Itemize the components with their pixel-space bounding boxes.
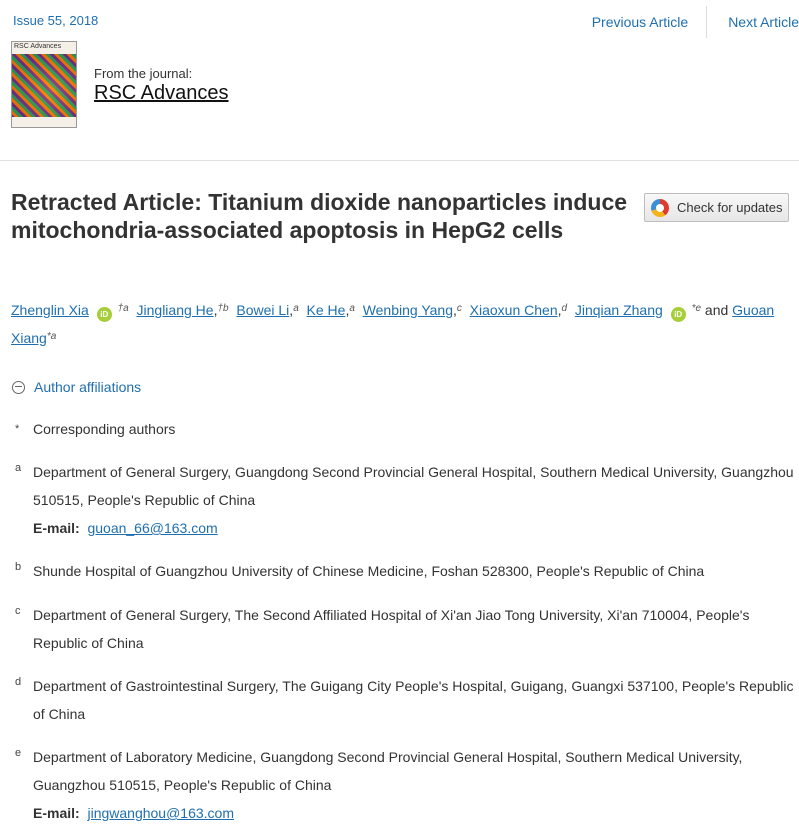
- author-link[interactable]: Zhenglin Xia: [11, 302, 89, 318]
- affiliation-mark: b: [15, 561, 22, 573]
- affiliation-text: Corresponding authors: [33, 421, 176, 437]
- affiliation-text: Department of Laboratory Medicine, Guangdong Second Provincial General Hospital, Southern Medical University, Guangzhou 510515, People's Republic of China: [33, 749, 743, 793]
- affiliation-mark: d: [15, 676, 22, 688]
- author-superscript: *a: [46, 331, 57, 342]
- affiliation-text: Shunde Hospital of Guangzhou University of Chinese Medicine, Foshan 528300, People's Republic of China: [33, 563, 705, 579]
- email-label: E-mail:: [33, 520, 80, 536]
- author-list: Zhenglin Xia iD $^{\dagger a}$ Jingliang He,$^{\dagger b}$ Bowei Li,$^a$ Ke He,$^a$ Wenbing Yang,$^c$ Xiaoxun Chen,$^d$ Jinqian Zhang iD $^{*e}$ and Guoan Xiang$^{*a}$: [11, 302, 775, 346]
- collapse-minus-icon: [12, 381, 25, 394]
- email-link[interactable]: guoan_66@163.com: [87, 520, 218, 536]
- issue-link[interactable]: Issue 55, 2018: [13, 13, 99, 28]
- author-superscript: †a: [117, 303, 129, 314]
- article-title: Retracted Article: Titanium dioxide nanoparticles induce mitochondria-associated apoptosis in HepG2 cells: [11, 189, 628, 243]
- header-divider: [0, 160, 799, 161]
- affiliation-mark: *: [15, 423, 20, 435]
- journal-from-label: From the journal:: [94, 66, 193, 81]
- author-superscript: *e: [691, 303, 702, 314]
- author-link[interactable]: Jinqian Zhang: [574, 302, 663, 318]
- check-for-updates-label: Check for updates: [677, 200, 783, 215]
- author-link[interactable]: Wenbing Yang: [362, 302, 453, 318]
- crossmark-icon: [651, 199, 669, 217]
- affiliation-mark: c: [15, 605, 21, 617]
- author-link[interactable]: Jingliang He: [136, 302, 214, 318]
- journal-name-link[interactable]: RSC Advances: [94, 82, 229, 104]
- author-superscript: a: [293, 303, 299, 314]
- cover-footer: [12, 117, 76, 127]
- journal-cover-image[interactable]: [11, 41, 77, 128]
- orcid-icon[interactable]: iD: [97, 307, 112, 322]
- previous-article-link[interactable]: Previous Article: [591, 14, 689, 30]
- authors-and: and: [704, 302, 729, 318]
- author-superscript: a: [349, 303, 355, 314]
- cover-title: RSC Advances: [12, 42, 76, 54]
- author-superscript: d: [561, 303, 568, 314]
- author-superscript: c: [456, 303, 462, 314]
- affiliation-text: Department of Gastrointestinal Surgery, The Guigang City People's Hospital, Guigang, Guangxi 537100, People's Republic of China: [33, 678, 794, 722]
- author-superscript: †b: [217, 303, 229, 314]
- affiliation-text: Department of General Surgery, The Second Affiliated Hospital of Xi'an Jiao Tong University, Xi'an 710004, People's Republic of China: [33, 607, 750, 651]
- next-article-link[interactable]: Next Article: [728, 14, 799, 30]
- author-link[interactable]: Guoan Xiang: [11, 302, 775, 346]
- email-label: E-mail:: [33, 805, 80, 821]
- article-nav: [592, 6, 799, 38]
- affiliation-mark: e: [15, 747, 22, 759]
- author-link[interactable]: Ke He: [306, 302, 346, 318]
- author-affiliations-toggle[interactable]: [12, 379, 141, 395]
- affiliation-text: Department of General Surgery, Guangdong Second Provincial General Hospital, Southern Medical University, Guangzhou 510515, People's Republic of China: [33, 464, 794, 508]
- affiliation-mark: a: [15, 462, 22, 474]
- email-link[interactable]: jingwanghou@163.com: [87, 805, 234, 821]
- orcid-icon[interactable]: iD: [671, 307, 686, 322]
- author-link[interactable]: Bowei Li: [236, 302, 290, 318]
- author-link[interactable]: Xiaoxun Chen: [469, 302, 558, 318]
- check-for-updates-button[interactable]: [644, 193, 789, 222]
- author-affiliations-label: Author affiliations: [34, 379, 142, 395]
